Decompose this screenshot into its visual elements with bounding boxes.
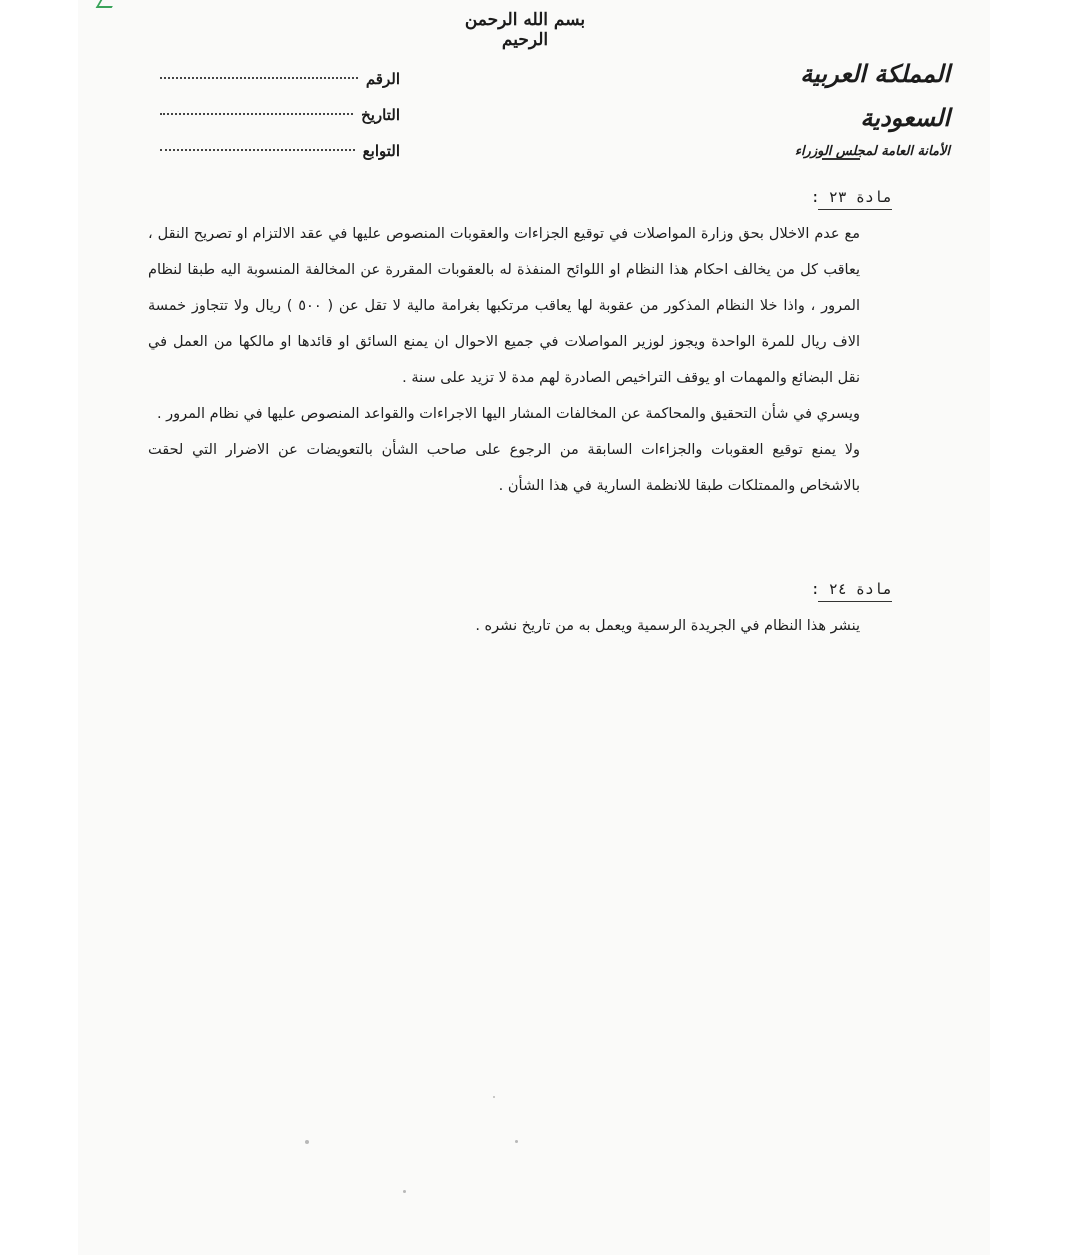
attachments-blank	[160, 149, 355, 151]
article-23-heading: مادة ٢٣ :	[810, 188, 892, 206]
article-23-body	[148, 216, 860, 504]
letterhead-department: الأمانة العامة لمجلس الوزراء	[794, 144, 950, 159]
attachments-row	[160, 124, 400, 160]
reference-fields	[160, 52, 400, 160]
letterhead-kingdom: المملكة العربية السعودية	[800, 59, 950, 132]
article-23-underline	[818, 209, 892, 210]
attachments-label: التوابع	[362, 142, 400, 160]
scan-speck	[403, 1190, 406, 1193]
reference-number-blank	[160, 77, 358, 79]
scan-speck	[305, 1140, 309, 1144]
article-24-heading: مادة ٢٤ :	[810, 580, 892, 598]
article-24-paragraph-1: ينشر هذا النظام في الجريدة الرسمية ويعمل به من تاريخ نشره .	[475, 618, 860, 634]
letterhead-rule	[822, 158, 860, 160]
date-label: التاريخ	[361, 106, 400, 124]
basmala: بسم الله الرحمن الرحيم	[464, 10, 586, 50]
reference-number-label: الرقم	[365, 70, 400, 88]
letterhead	[720, 52, 950, 164]
article-24-body	[148, 608, 860, 644]
article-23-paragraph-1: مع عدم الاخلال بحق وزارة المواصلات في توقيع الجزاءات والعقوبات المنصوص عليها في عقد الالتزام او تصريح النقل ، يعاقب كل من يخالف احكام هذا النظام او اللوائح المنفذة له بالعقوبات المقررة عن المخالفة المنسوبة اليه طبقا لنظام المرور ، واذا خلا النظام المذكور من عقوبة لها يعاقب مرتكبها بغرامة مالية لا تقل عن ( ٥٠٠ ) ريال ولا تتجاوز خمسة الاف ريال للمرة الواحدة ويجوز لوزير المواصلات في جميع الاحوال ان يمنع السائق او قائدها او مالكها من العمل في نقل البضائع والمهمات او يوقف التراخيص الصادرة لهم مدة لا تزيد على سنة .	[148, 226, 860, 386]
article-23-paragraph-3: ولا يمنع توقيع العقوبات والجزاءات السابقة من الرجوع على صاحب الشأن بالتعويضات عن الاضرار التي لحقت بالاشخاص والممتلكات طبقا للانظمة السارية في هذا الشأن .	[148, 442, 860, 494]
reference-number-row	[160, 52, 400, 88]
date-blank	[160, 113, 353, 115]
article-24-underline	[818, 601, 892, 602]
date-row	[160, 88, 400, 124]
scan-speck	[515, 1140, 518, 1143]
article-23-paragraph-2: ويسري في شأن التحقيق والمحاكمة عن المخالفات المشار اليها الاجراءات والقواعد المنصوص عليها في نظام المرور .	[156, 406, 860, 422]
scan-speck	[493, 1096, 495, 1098]
